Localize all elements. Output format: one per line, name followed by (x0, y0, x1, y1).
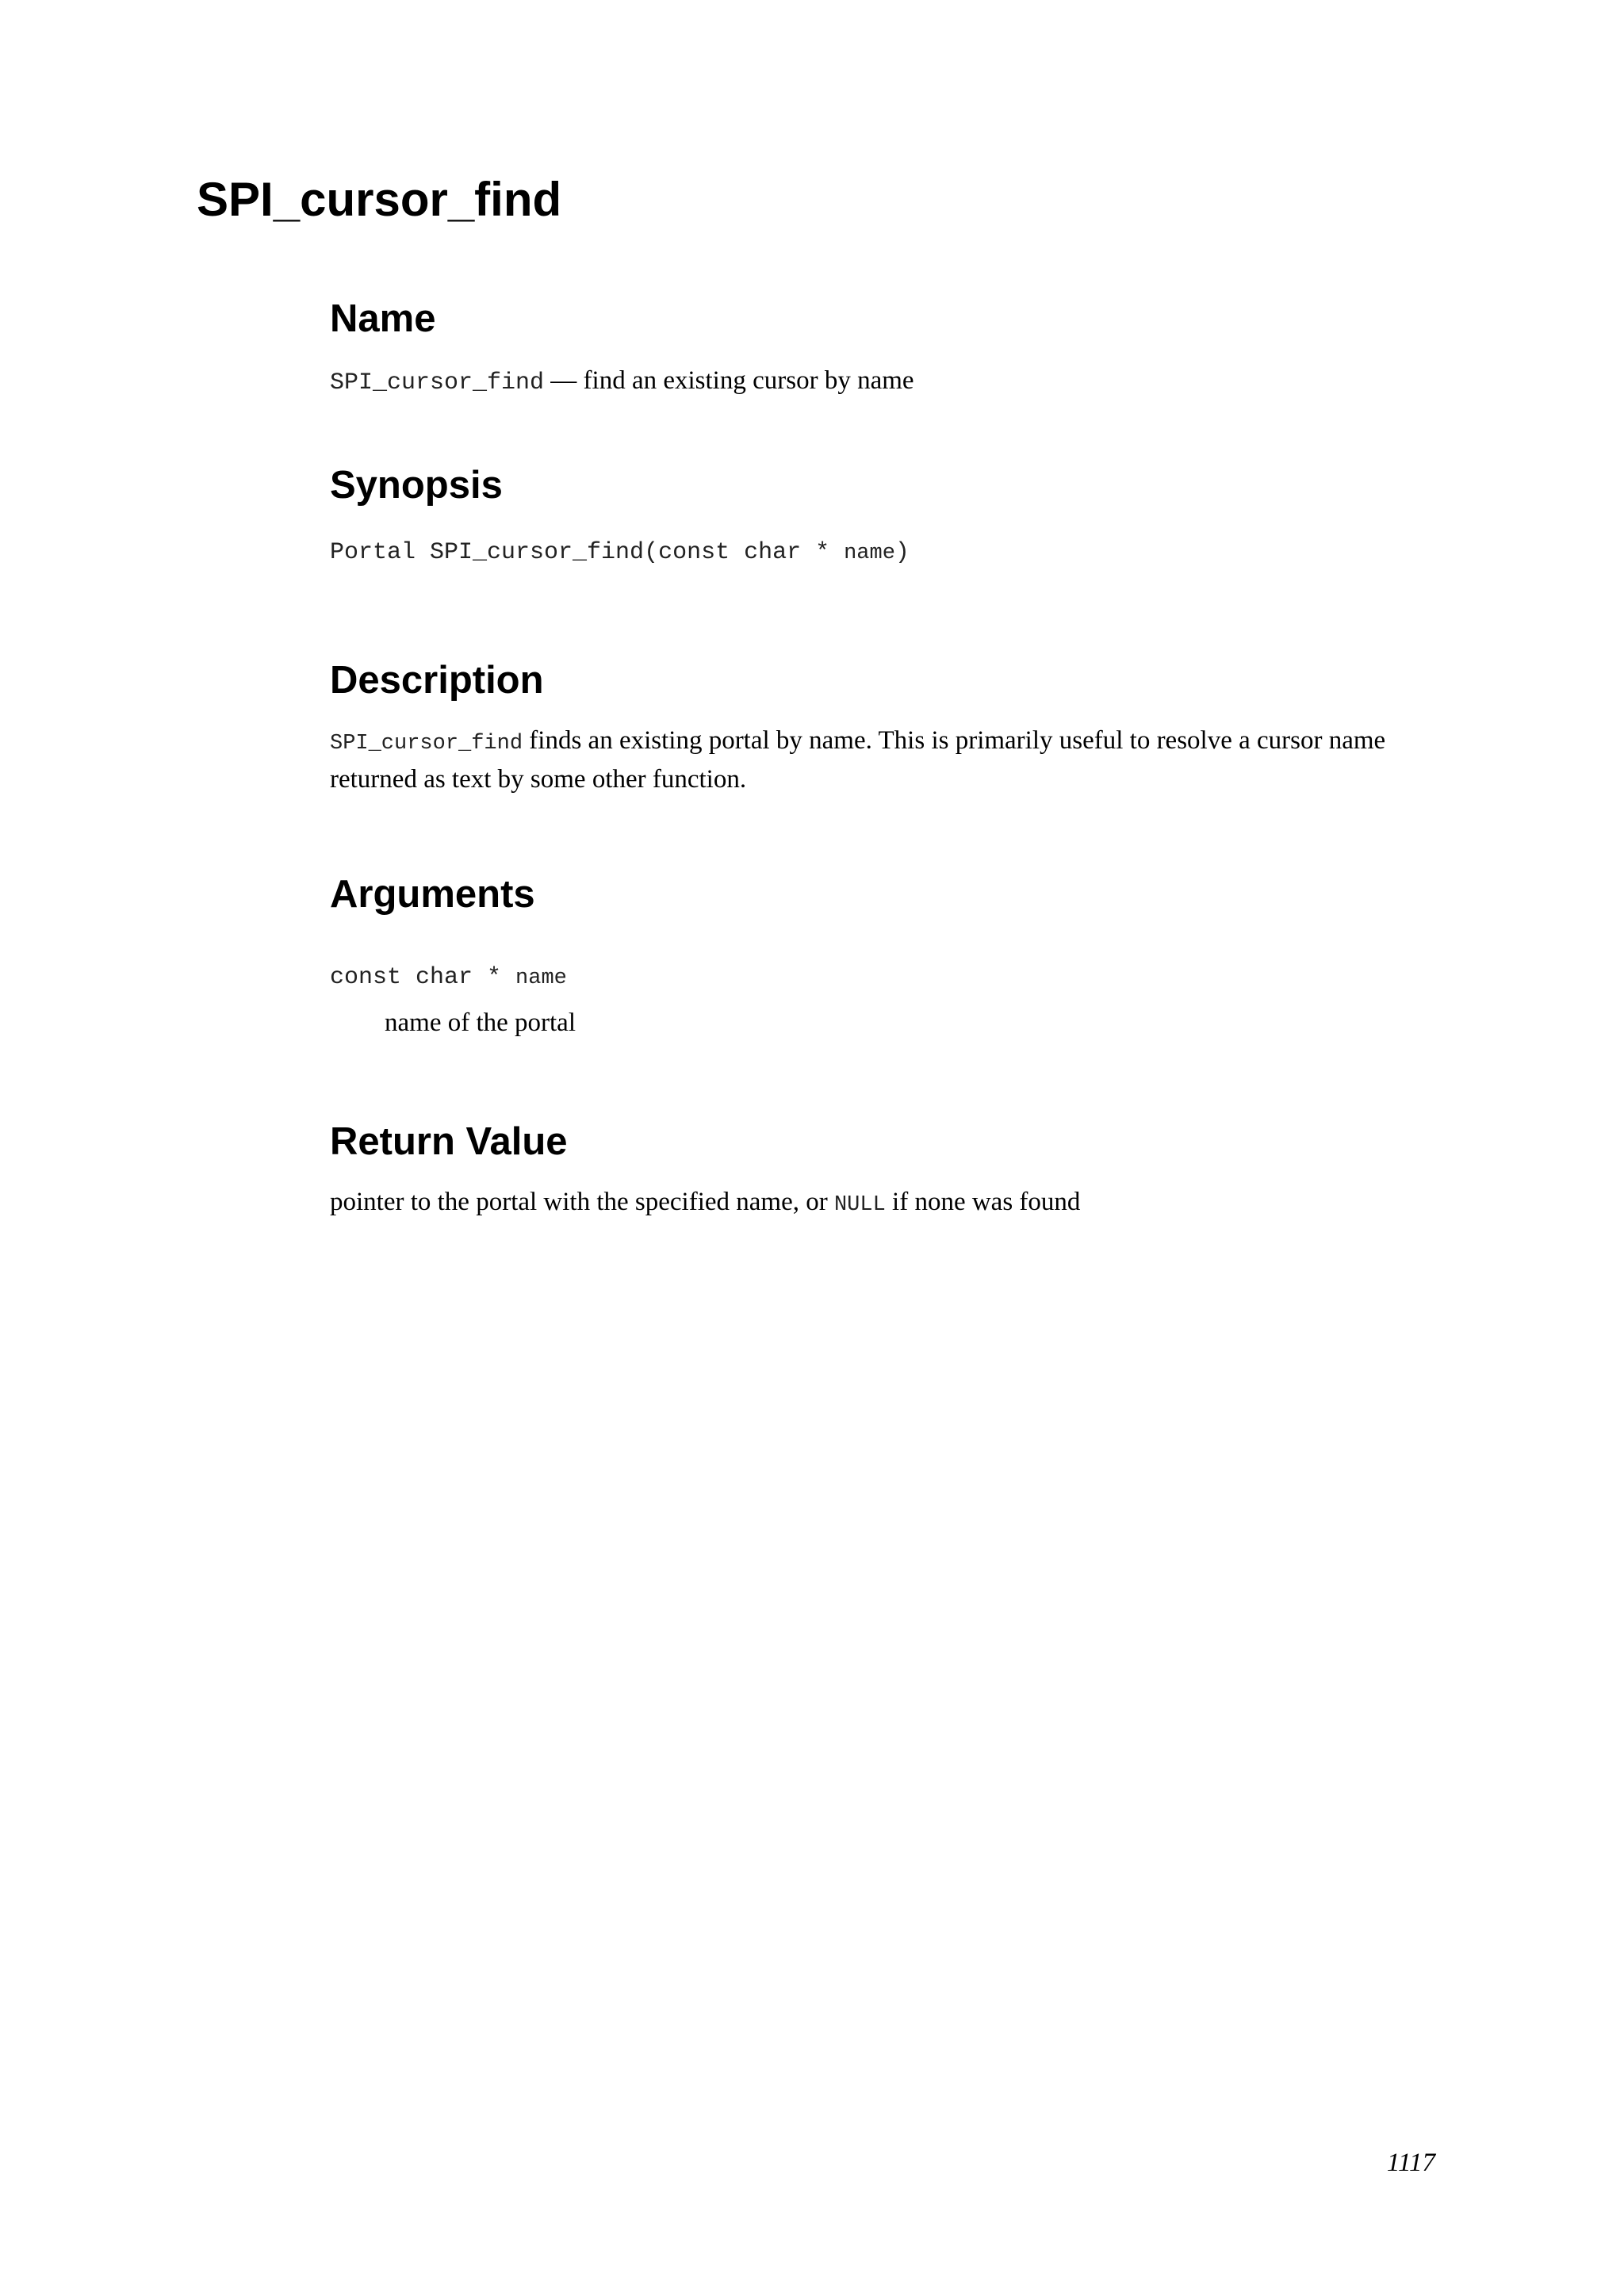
page-number: 1117 (1386, 2149, 1435, 2177)
argument-description: name of the portal (385, 1008, 576, 1037)
synopsis-code-prefix: Portal SPI_cursor_find(const char * (330, 539, 845, 566)
return-value-text-before: pointer to the portal with the specified name, or (330, 1188, 834, 1216)
synopsis-heading: Synopsis (330, 464, 503, 507)
null-literal: NULL (833, 1193, 886, 1217)
argument-term (330, 964, 567, 991)
synopsis-code-suffix: ) (894, 539, 910, 566)
return-value-text-after: if none was found (885, 1188, 1081, 1216)
description-heading: Description (330, 659, 544, 702)
name-heading: Name (330, 297, 436, 340)
name-paragraph (330, 363, 1440, 401)
description-paragraph (330, 723, 1440, 798)
name-purpose: — find an existing cursor by name (544, 366, 914, 395)
argument-name: name (515, 966, 567, 990)
name-function: SPI_cursor_find (330, 369, 545, 396)
description-function: SPI_cursor_find (330, 732, 523, 756)
arguments-heading: Arguments (330, 873, 535, 916)
return-value-paragraph (330, 1184, 1440, 1223)
description-text: finds an existing portal by name. This is primarily useful to resolve a cursor name returned as text by some other function. (330, 726, 1386, 794)
synopsis-code-param: name (844, 541, 895, 565)
return-value-heading: Return Value (330, 1120, 568, 1163)
argument-type: const char * (330, 964, 516, 991)
synopsis-code (330, 539, 910, 566)
page-title: SPI_cursor_find (197, 173, 562, 226)
